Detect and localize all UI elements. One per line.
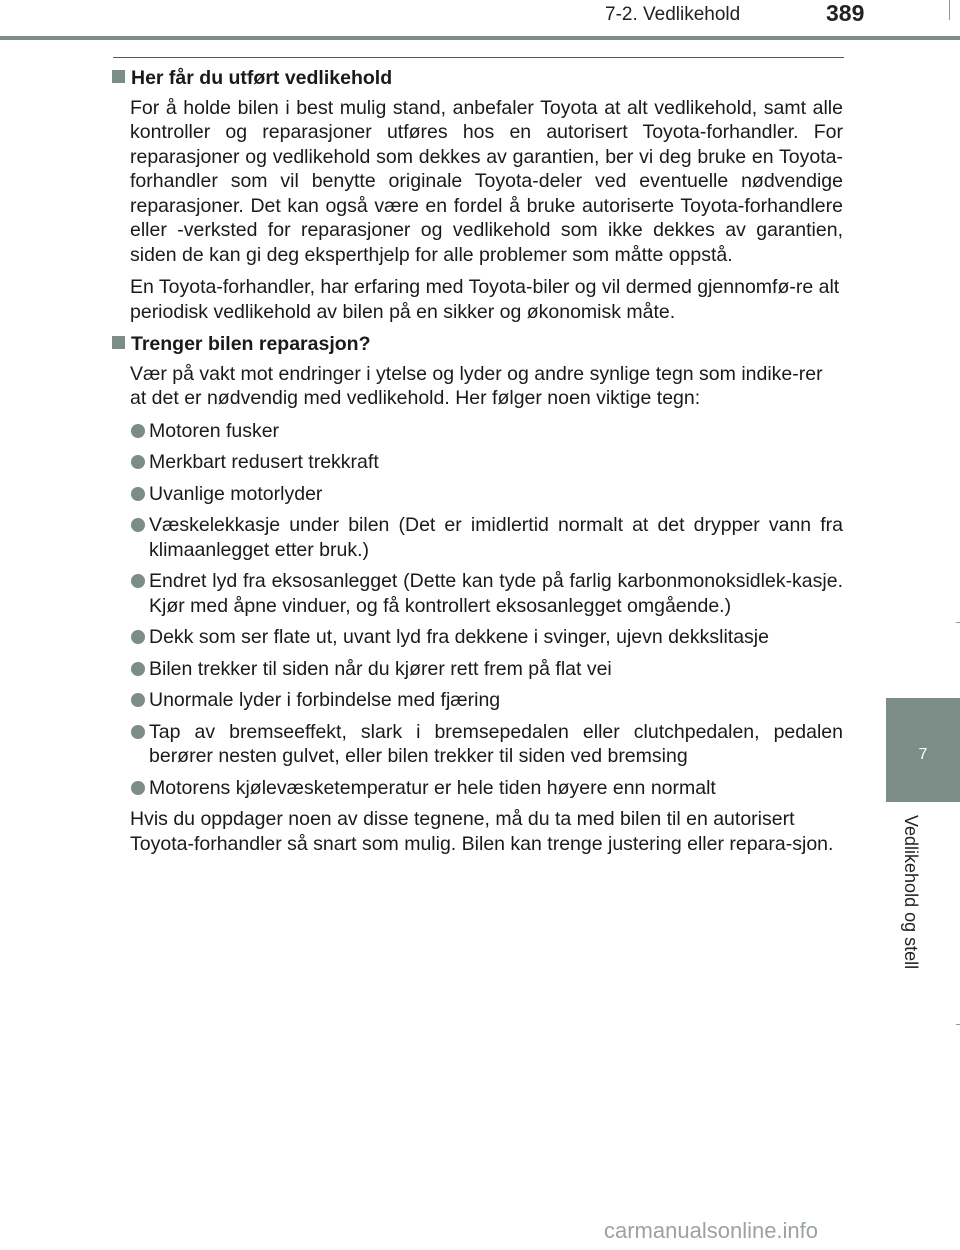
top-rule bbox=[113, 57, 844, 58]
header-rule bbox=[0, 36, 960, 40]
chapter-number: 7 bbox=[918, 746, 928, 763]
section-heading-repair bbox=[111, 332, 843, 357]
list-item bbox=[111, 482, 843, 507]
side-tick-upper bbox=[956, 622, 960, 623]
list-item-text: Uvanlige motorlyder bbox=[149, 482, 323, 505]
list-item bbox=[111, 657, 843, 682]
list-item bbox=[111, 720, 843, 769]
list-item-text: Unormale lyder i forbindelse med fjæring bbox=[149, 689, 501, 711]
closing-paragraph: Hvis du oppdager noen av disse tegnene, må du ta med bilen til en autorisert Toyota-forhandler så snart som mulig. Bilen kan trenge justering eller repara-sjon. bbox=[130, 808, 834, 855]
circle-bullet-icon bbox=[131, 574, 145, 588]
circle-bullet-icon bbox=[131, 424, 145, 438]
circle-bullet-icon bbox=[131, 518, 145, 532]
paragraph: For å holde bilen i best mulig stand, anbefaler Toyota at alt vedlikehold, samt alle kontroller og reparasjoner utføres hos en autorisert Toyota-forhandler. For reparasjoner og vedlikehold som dekkes av garantien, ber vi deg bruke en Toyota-forhandler som vil benytte originale Toyota-deler ved eventuelle nødvendige reparasjoner. Det kan også være en fordel å bruke autoriserte Toyota-forhandlere eller -verksted for reparasjoner og vedlikehold som ikke dekkes av garantien, siden de kan gi deg eksperthjelp for alle problemer som måtte oppstå. bbox=[130, 96, 843, 266]
circle-bullet-icon bbox=[131, 781, 145, 795]
paragraph: En Toyota-forhandler, har erfaring med Toyota-biler og vil dermed gjennomfø-re alt periodisk vedlikehold av bilen på en sikker og økonomisk måte. bbox=[130, 276, 840, 323]
list-item-text: Bilen trekker til siden når du kjører rett frem på flat vei bbox=[149, 657, 612, 680]
list-item-text: Dekk som ser flate ut, uvant lyd fra dekkene i svinger, ujevn dekkslitasje bbox=[149, 626, 769, 648]
list-item bbox=[111, 569, 843, 618]
list-item bbox=[111, 776, 843, 801]
watermark-link[interactable]: carmanualsonline.info bbox=[604, 1218, 819, 1243]
list-item-text: Motorens kjølevæsketemperatur er hele tiden høyere enn normalt bbox=[149, 776, 716, 799]
list-item-text: Endret lyd fra eksosanlegget (Dette kan tyde på farlig karbonmonoksidlek-kasje. Kjør med åpne vinduer, og få kontrollert eksosanlegget omgående.) bbox=[149, 570, 843, 617]
circle-bullet-icon bbox=[131, 693, 145, 707]
circle-bullet-icon bbox=[131, 662, 145, 676]
circle-bullet-icon bbox=[131, 725, 145, 739]
list-item bbox=[111, 513, 843, 562]
warning-signs-list bbox=[111, 419, 843, 801]
list-item bbox=[111, 450, 843, 475]
page-number: 389 bbox=[826, 0, 865, 26]
section-heading-maintenance bbox=[111, 66, 843, 91]
header-tick bbox=[949, 0, 950, 20]
square-bullet-icon bbox=[112, 70, 125, 83]
circle-bullet-icon bbox=[131, 630, 145, 644]
content bbox=[111, 66, 843, 864]
list-item bbox=[111, 625, 843, 650]
side-tick-lower bbox=[956, 1024, 960, 1025]
circle-bullet-icon bbox=[131, 487, 145, 501]
heading-text: Trenger bilen reparasjon? bbox=[131, 333, 371, 355]
square-bullet-icon bbox=[112, 336, 125, 349]
chapter-title: Vedlikehold og stell bbox=[901, 815, 921, 970]
circle-bullet-icon bbox=[131, 455, 145, 469]
list-item-text: Motoren fusker bbox=[149, 419, 280, 442]
chapter-tab bbox=[886, 698, 960, 802]
heading-text: Her får du utført vedlikehold bbox=[131, 67, 393, 89]
list-item bbox=[111, 688, 843, 713]
header-section-title: 7-2. Vedlikehold bbox=[605, 4, 741, 25]
list-item-text: Tap av bremseeffekt, slark i bremsepedalen eller clutchpedalen, pedalen berører nesten gulvet, eller bilen trekker til siden ved bremsing bbox=[149, 720, 843, 767]
list-item bbox=[111, 419, 843, 444]
list-item-text: Merkbart redusert trekkraft bbox=[149, 451, 379, 473]
list-item-text: Væskelekkasje under bilen (Det er imidlertid normalt at det drypper vann fra klimaanlegget etter bruk.) bbox=[149, 514, 843, 561]
paragraph: Vær på vakt mot endringer i ytelse og lyder og andre synlige tegn som indike-rer at det er nødvendig med vedlikehold. Her følger noen viktige tegn: bbox=[130, 362, 823, 409]
